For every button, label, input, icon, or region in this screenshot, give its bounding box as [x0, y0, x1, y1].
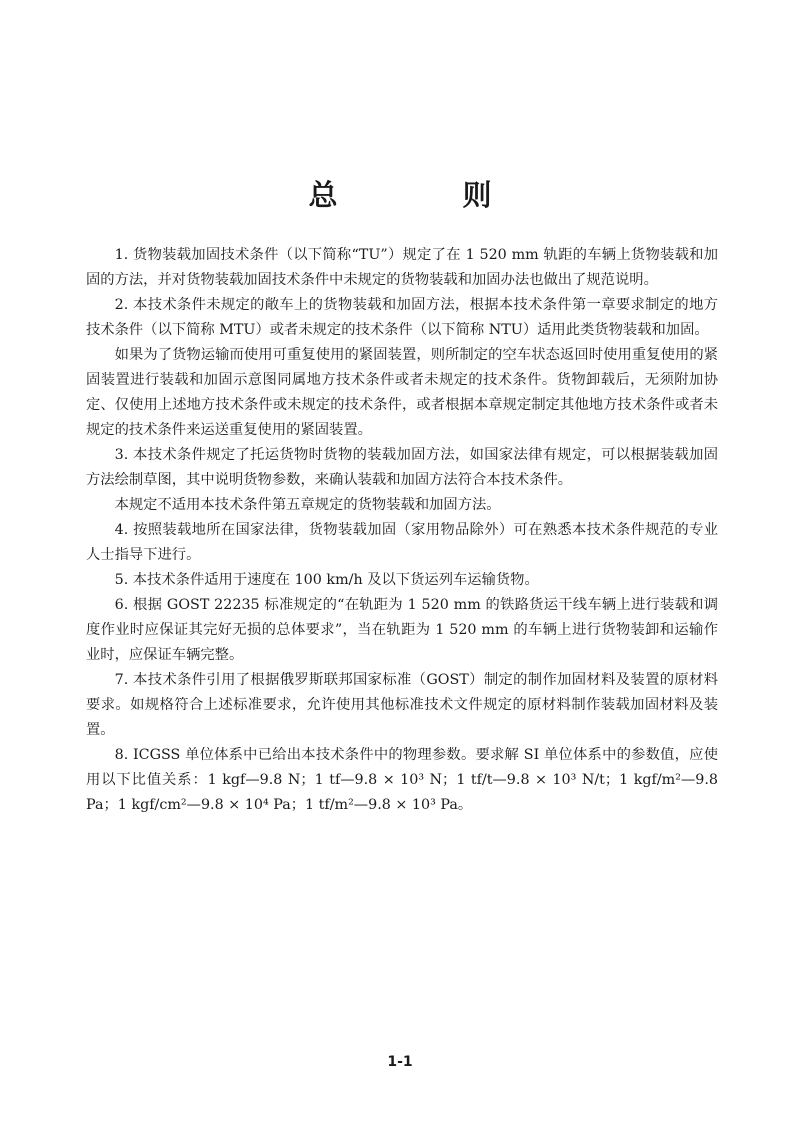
paragraph-3: 如果为了货物运输而使用可重复使用的紧固装置，则所制定的空车状态返回时使用重复使用的紧固装置进行装载和加固示意图同属地方技术条件或者未规定的技术条件。货物卸载后，无须附加协定、仅使用上述地方技术条件或未规定的技术条件，或者根据本章规定制定其他地方技术条件或者未规定的技术条件来运送重复使用的紧固装置。 — [86, 347, 718, 438]
paragraph-5: 本规定不适用本技术条件第五章规定的货物装载和加固方法。 — [114, 497, 501, 513]
paragraph-4: 3. 本技术条件规定了托运货物时货物的装载加固方法，如国家法律有规定，可以根据装载加固方法绘制草图，其中说明货物参数，来确认装载和加固方法符合本技术条件。 — [86, 447, 718, 488]
body-text — [86, 243, 718, 818]
paragraph-2: 2. 本技术条件未规定的敞车上的货物装载和加固方法，根据本技术条件第一章要求制定的地方技术条件（以下简称 MTU）或者未规定的技术条件（以下简称 NTU）适用此类货物装载和加固。 — [86, 297, 718, 338]
paragraph-8: 6. 根据 GOST 22235 标准规定的“在轨距为 1 520 mm 的铁路货运干线车辆上进行装载和调度作业时应保证其完好无损的总体要求”，当在轨距为 1 520 mm 的车辆上进行货物装卸和运输作业时，应保证车辆完整。 — [86, 597, 718, 663]
paragraph-10: 8. ICGSS 单位体系中已给出本技术条件中的物理参数。要求解 SI 单位体系中的参数值，应使用以下比值关系：1 kgf—9.8 N；1 tf—9.8 × 10³ N；1 tf/t—9.8 × 10³ N/t；1 kgf/m²—9.8 Pa；1 kgf/cm²—9.8 × 10⁴ Pa；1 tf/m²—9.8 × 10³ Pa。 — [86, 747, 718, 813]
page-number: 1-1 — [387, 1054, 413, 1070]
page-title: 总 则 — [308, 178, 540, 212]
paragraph-6: 4. 按照装载地所在国家法律，货物装载加固（家用物品除外）可在熟悉本技术条件规范的专业人士指导下进行。 — [86, 522, 718, 563]
paragraph-9: 7. 本技术条件引用了根据俄罗斯联邦国家标准（GOST）制定的制作加固材料及装置的原材料要求。如规格符合上述标准要求，允许使用其他标准技术文件规定的原材料制作装载加固材料及装置。 — [86, 672, 718, 738]
paragraph-7: 5. 本技术条件适用于速度在 100 km/h 及以下货运列车运输货物。 — [114, 572, 539, 588]
paragraph-1: 1. 货物装载加固技术条件（以下简称“TU”）规定了在 1 520 mm 轨距的车辆上货物装载和加固的方法，并对货物装载加固技术条件中未规定的货物装载和加固办法也做出了规范说明。 — [86, 247, 718, 288]
